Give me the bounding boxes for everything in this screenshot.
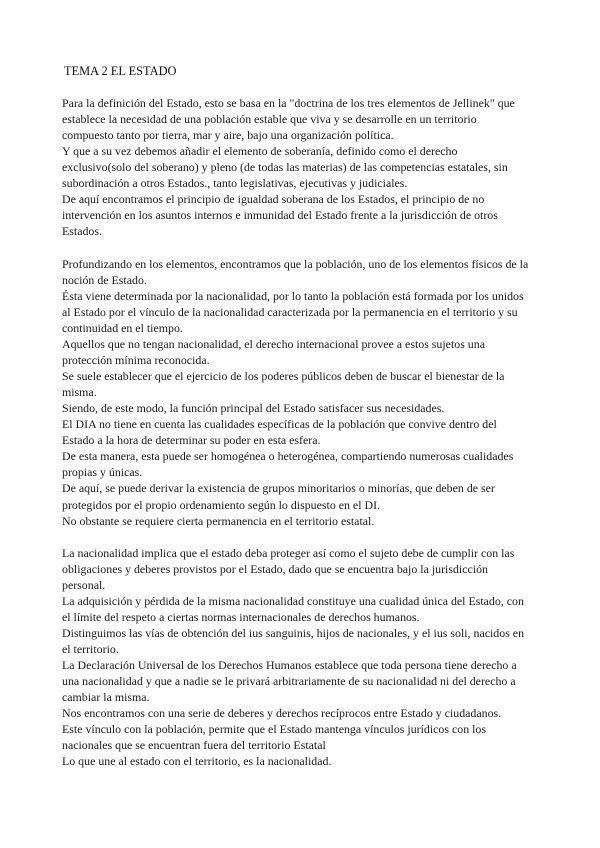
body-line: el límite del respeto a ciertas normas internacionales de derechos humanos. <box>62 609 420 624</box>
body-line: exclusivo(solo del soberano) y pleno (de todas las materias) de las competencias estatales, sin <box>62 160 508 175</box>
body-line: Siendo, de este modo, la función principal del Estado satisfacer sus necesidades. <box>62 401 445 416</box>
body-line: La adquisición y pérdida de la misma nacionalidad constituye una cualidad única del Estado, con <box>62 593 524 608</box>
body-line: misma. <box>62 385 97 400</box>
body-line: Aquellos que no tengan nacionalidad, el derecho internacional provee a estos sujetos una <box>62 336 485 351</box>
body-line: cambiar la misma. <box>62 690 150 705</box>
body-line: Profundizando en los elementos, encontramos que la población, uno de los elementos físicos de la <box>62 256 529 271</box>
body-line: noción de Estado. <box>62 272 147 287</box>
body-line: compuesto tanto por tierra, mar y aire, bajo una organización política. <box>62 128 394 143</box>
body-line: una nacionalidad y que a nadie se le privará arbitrariamente de su nacionalidad ni del derecho a <box>62 674 516 689</box>
body-line: De esta manera, esta puede ser homogénea o heterogénea, compartiendo numerosas cualidades <box>62 449 514 464</box>
body-line: protección mínima reconocida. <box>62 352 210 367</box>
body-line: propias y únicas. <box>62 465 143 480</box>
document-title: TEMA 2 EL ESTADO <box>64 64 177 78</box>
body-line: El DIA no tiene en cuenta las cualidades específicas de la población que convive dentro del <box>62 417 497 432</box>
body-line: personal. <box>62 577 106 592</box>
body-line: No obstante se requiere cierta permanencia en el territorio estatal. <box>62 513 375 528</box>
body-line: De aquí encontramos el principio de igualdad soberana de los Estados, el principio de no <box>62 192 485 207</box>
body-line: La Declaración Universal de los Derechos Humanos establece que toda persona tiene derecho a <box>62 658 517 673</box>
body-line: continuidad en el tiempo. <box>62 320 183 335</box>
body-line: Ésta viene determinada por la nacionalidad, por lo tanto la población está formada por los unidos <box>62 288 524 303</box>
body-line: Estados. <box>62 224 102 239</box>
body-line: Este vínculo con la población, permite que el Estado mantenga vínculos jurídicos con los <box>62 722 486 737</box>
body-line: Se suele establecer que el ejercicio de los poderes públicos deben de buscar el bienestar de la <box>62 369 505 384</box>
body-line: protegidos por el propio ordenamiento según lo dispuesto en el DI. <box>62 497 381 512</box>
body-line: Nos encontramos con una serie de deberes y derechos recíprocos entre Estado y ciudadanos. <box>62 706 502 721</box>
body-line: La nacionalidad implica que el estado deba proteger así como el sujeto debe de cumplir con las <box>62 545 515 560</box>
body-line: Distinguimos las vías de obtención del ius sanguinis, hijos de nacionales, y el ius soli, nacidos en <box>62 625 525 640</box>
body-line: intervención en los asuntos internos e inmunidad del Estado frente a la jurisdicción de otros <box>62 208 498 223</box>
body-line: Lo que une al estado con el territorio, es la nacionalidad. <box>62 754 332 769</box>
body-line: el territorio. <box>62 642 119 657</box>
body-line: establece la necesidad de una población estable que viva y se desarrolle en un territorio <box>62 112 477 127</box>
body-line: Estado a la hora de determinar su poder en esta esfera. <box>62 433 321 448</box>
body-line: nacionales que se encuentran fuera del territorio Estatal <box>62 738 326 753</box>
body-line: De aquí, se puede derivar la existencia de grupos minoritarios o minorías, que deben de ser <box>62 481 495 496</box>
body-line: obligaciones y deberes provistos por el Estado, dado que se encuentra bajo la jurisdicción <box>62 561 488 576</box>
body-line: Y que a su vez debemos añadir el elemento de soberanía, definido como el derecho <box>62 144 458 159</box>
body-line: Para la definición del Estado, esto se basa en la "doctrina de los tres elementos de Jellinek" que <box>62 96 515 110</box>
body-line: al Estado por el vínculo de la nacionalidad caracterizada por la permanencia en el territorio y su <box>62 304 518 319</box>
body-line: subordinación a otros Estados., tanto legislativas, ejecutivas y judiciales. <box>62 176 408 191</box>
